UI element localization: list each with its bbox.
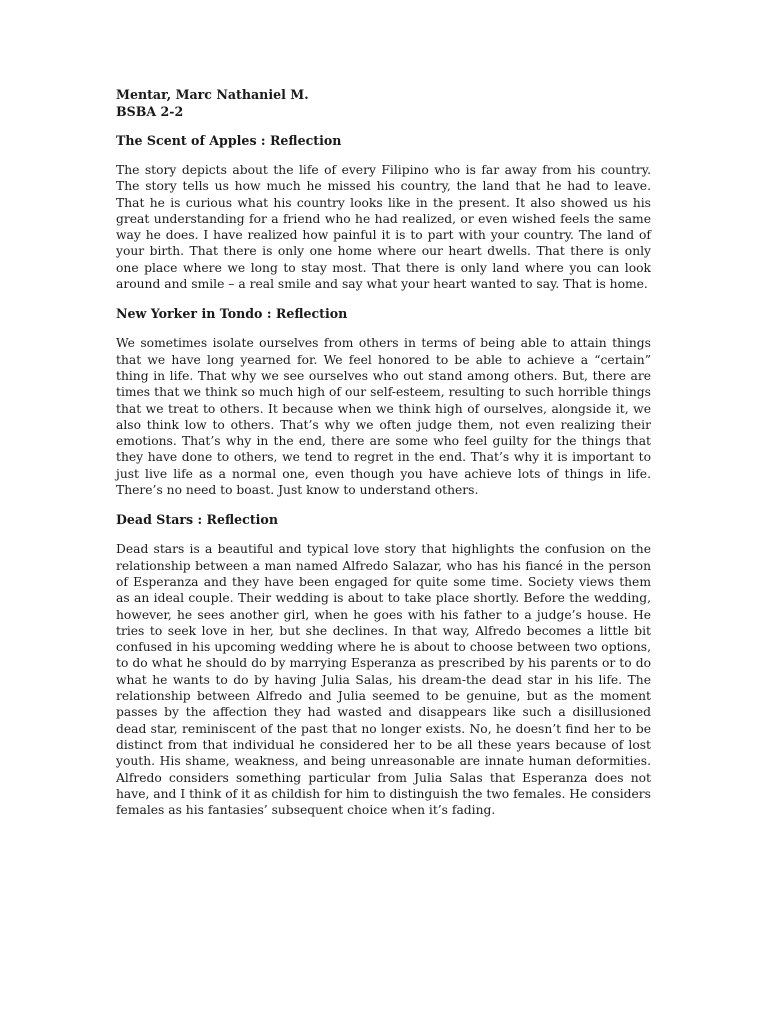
spacer: [116, 322, 651, 335]
section-title-dead-stars: Dead Stars : Reflection: [116, 512, 278, 528]
section-body-dead-stars: Dead stars is a beautiful and typical love story that highlights the confusion on the relationship between a man named Alfredo Salazar, who has his fiancé in the person of Esperanza and they have been engaged for quite some time. Society views them as an ideal couple. Their wedding is about to take place shortly. Before the wedding, however, he sees another girl, when he goes with his father to a judge’s house. He tries to seek love in her, but she declines. In that way, Alfredo becomes a little bit confused in his upcoming wedding where he is about to choose between two options, to do what he should do by marrying Esperanza as prescribed by his parents or to do what he wants to do by having Julia Salas, his dream-the dead star in his life. The relationship between Alfredo and Julia seemed to be genuine, but as the moment passes by the affection they had wasted and disappears like such a disillusioned dead star, reminiscent of the past that no longer exists. No, he doesn’t find her to be distinct from that individual he considered her to be all these years because of lost youth. His shame, weakness, and being unreasonable are innate human deformities. Alfredo considers something particular from Julia Salas that Esperanza does not have, and I think of it as childish for him to distinguish the two females. He considers females as his fantasies’ subsequent choice when it’s fading.: [116, 542, 651, 818]
author-name: Mentar, Marc Nathaniel M.: [116, 87, 309, 102]
author-course: BSBA 2-2: [116, 104, 184, 119]
spacer: [116, 149, 651, 162]
document-page: [116, 86, 651, 818]
spacer: [116, 292, 651, 305]
section-body-scent-of-apples: The story depicts about the life of every Filipino who is far away from his country. The story tells us how much he missed his country, the land that he had to leave. That he is curious what his country looks like in the present. It also showed us his great understanding for a friend who he had realized, or even wished feels the same way he does. I have realized how painful it is to part with your country. The land of your birth. That there is only one home where our heart dwells. That there is only one place where we long to stay most. That there is only land where you can look around and smile – a real smile and say what your heart wanted to say. That is home.: [116, 163, 651, 292]
section-title-scent-of-apples: The Scent of Apples : Reflection: [116, 133, 342, 148]
section-body-new-yorker-in-tondo: We sometimes isolate ourselves from others in terms of being able to attain things that we have long yearned for. We feel honored to be able to achieve a “certain” thing in life. That why we see ourselves who out stand among others. But, there are times that we think so much high of our self-esteem, resulting to such horrible things that we treat to others. It because when we think high of ourselves, alongside it, we also think low to others. That’s why we often judge them, not even realizing their emotions. That’s why in the end, there are some who feel guilty for the things that they have done to others, we tend to regret in the end. That’s why it is important to just live life as a normal one, even though you have achieve lots of things in life. There’s no need to boast. Just know to understand others.: [116, 336, 651, 498]
spacer: [116, 498, 651, 511]
spacer: [116, 120, 651, 132]
spacer: [116, 528, 651, 541]
section-title-new-yorker-in-tondo: New Yorker in Tondo : Reflection: [116, 306, 348, 322]
